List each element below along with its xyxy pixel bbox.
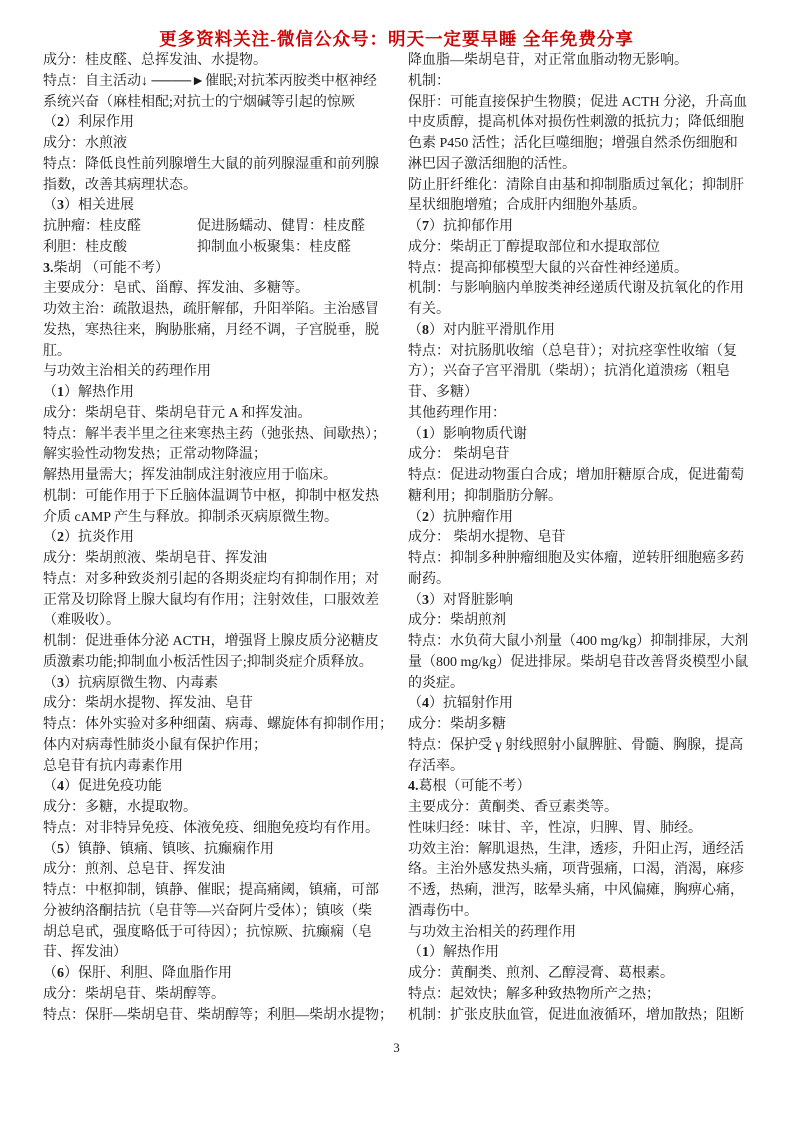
text-line: 成分：柴胡煎液、柴胡皂苷、挥发油 [43, 551, 267, 566]
text-line: 正常及切除肾上腺大鼠均有作用；注射效佳，口服效差 [43, 592, 379, 608]
text-line: 胡总皂甙，强度略低于可待因）；抗惊厥、抗癫痫（皂 [43, 924, 372, 940]
text-line: （1）解热作用 [408, 945, 499, 961]
text-line: 指数，改善其病理状态。 [43, 177, 197, 193]
page-number: 3 [393, 1040, 400, 1055]
text-line: 其他药理作用： [408, 405, 506, 421]
text-line: （2）抗炎作用 [43, 530, 134, 546]
text-line: 耐药。 [408, 571, 450, 587]
text-line: 肛。 [43, 343, 71, 359]
right-column [408, 51, 764, 1026]
text-line: 不透，热痢，泄泻，眩晕头痛，中风偏瘫，胸痹心痛， [408, 883, 744, 898]
text-line: 有关。 [408, 302, 450, 317]
text-line: 解实验性动物发热；正常动物降温； [43, 447, 267, 463]
text-line: 特点：对抗肠肌收缩（总皂苷）；对抗痉挛性收缩（复 [408, 343, 737, 359]
text-line: 分被纳洛酮拮抗（皂苷等—兴奋阿片受体）；镇咳（柴 [43, 903, 372, 919]
text-line: （2）利尿作用 [43, 115, 134, 131]
text-line: 介质 cAMP 产生与释放。抑制杀灭病原微生物。 [43, 509, 339, 525]
text-line: 特点：中枢抑制，镇静、催眠；提高痛阈，镇痛，可部 [43, 883, 379, 898]
text-line: 星状细胞增殖；合成肝内细胞外基质。 [408, 198, 646, 214]
text-line: 机制：与影响脑内单胺类神经递质代谢及抗氧化的作用 [408, 281, 744, 297]
text-line: （3）抗病原微生物、内毒素 [43, 675, 218, 691]
text-line: （5）镇静、镇痛、镇咳、抗癫痫作用 [43, 841, 274, 857]
text-line: 特点：对多种致炎剂引起的各期炎症均有抑制作用；对 [43, 571, 379, 587]
text-line: （3）对肾脏影响 [408, 592, 513, 608]
text-line: 苷、多糖） [408, 385, 478, 400]
text-line: 系统兴奋（麻桂相配;对抗士的宁烟碱等引起的惊厥 [43, 94, 355, 110]
text-line: 主要成分：黄酮类、香豆素类等。 [408, 800, 618, 815]
text-line: 络。主治外感发热头痛，项背强痛，口渴，消渴，麻疹 [408, 862, 744, 878]
text-line: 特点：解半表半里之往来寒热主药（弛张热、间歇热）； [43, 426, 386, 442]
text-line: 机制：可能作用于下丘脑体温调节中枢，抑制中枢发热 [43, 488, 379, 504]
text-line: 成分：桂皮醛、总挥发油、水提物。 [43, 53, 267, 68]
text-line: 成分：多糖，水提取物。 [43, 800, 197, 815]
text-line: 特点：促进动物蛋白合成；增加肝糖原合成，促进葡萄 [408, 468, 744, 483]
text-line: 成分：柴胡正丁醇提取部位和水提取部位 [408, 239, 660, 255]
text-line: 酒毒伤中。 [408, 903, 478, 919]
text-line: 成分：黄酮类、煎剂、乙醇浸膏、葛根素。 [408, 966, 674, 981]
text-line: 淋巴因子激活细胞的活性。 [408, 156, 576, 172]
text-line: 发热，寒热往来，胸胁胀痛，月经不调，子宫脱垂，脱 [43, 322, 379, 338]
text-line: 质激素功能;抑制血小板活性因子;抑制炎症介质释放。 [43, 654, 373, 670]
text-line: 成分：煎剂、总皂苷、挥发油 [43, 862, 225, 878]
text-line: （8）对内脏平滑肌作用 [408, 322, 555, 338]
text-line: 体内对病毒性肺炎小鼠有保护作用； [43, 737, 267, 753]
text-line: 特点：抑制多种肿瘤细胞及实体瘤，逆转肝细胞癌多药 [408, 551, 744, 566]
text-line: 与功效主治相关的药理作用 [43, 364, 211, 380]
text-line: （7）抗抑郁作用 [408, 219, 513, 234]
text-line: 成分：柴胡多糖 [408, 717, 506, 732]
text-line: 机制： [408, 73, 450, 89]
text-line: 解热用量需大；挥发油制成注射液应用于临床。 [43, 468, 337, 483]
text-line: 抗肿瘤：桂皮醛 促进肠蠕动、健胃：桂皮醛 [43, 219, 365, 234]
text-line: （4）促进免疫功能 [43, 779, 162, 795]
text-line: 主要成分：皂甙、甾醇、挥发油、多糖等。 [43, 281, 309, 297]
text-line: 中皮质醇，提高机体对损伤性刺激的抵抗力；降低细胞 [408, 115, 744, 131]
text-line: （3）相关进展 [43, 198, 134, 214]
text-line: 特点：提高抑郁模型大鼠的兴奋性神经递质。 [408, 260, 688, 276]
text-line: 防止肝纤维化：清除自由基和抑制脂质过氧化；抑制肝 [408, 177, 744, 193]
text-line: （1）解热作用 [43, 385, 134, 400]
text-line: （2）抗肿瘤作用 [408, 509, 513, 525]
text-line: 成分：水煎液 [43, 136, 127, 151]
text-line: 功效主治：解肌退热，生津，透疹，升阳止泻，通经活 [408, 841, 744, 857]
text-line: 3.柴胡 （可能不考） [43, 260, 169, 276]
left-column [43, 51, 399, 1026]
text-line: 与功效主治相关的药理作用 [408, 924, 576, 940]
text-line: 性味归经：味甘、辛，性凉，归脾、胃、肺经。 [408, 820, 702, 836]
text-line: 利胆：桂皮酸 抑制血小板聚集：桂皮醛 [43, 239, 351, 255]
text-line: 总皂苷有抗内毒素作用 [43, 758, 183, 774]
text-line: 量（800 mg/kg）促进排尿。柴胡皂苷改善肾炎模型小鼠 [408, 654, 749, 670]
text-line: （4）抗辐射作用 [408, 696, 513, 712]
text-line: （难吸收）。 [43, 613, 120, 629]
text-line: 机制：扩张皮肤血管，促进血液循环，增加散热；阻断 [408, 1007, 744, 1023]
text-line: 4.葛根（可能不考） [408, 779, 531, 795]
text-line: （6）保肝、利胆、降血脂作用 [43, 966, 232, 981]
text-line: 成分：柴胡煎剂 [408, 613, 506, 629]
text-line: 特点：起效快；解多种致热物所产之热； [408, 986, 660, 1002]
text-line: 糖利用；抑制脂肪分解。 [408, 488, 562, 504]
text-line: 苷、挥发油） [43, 945, 127, 961]
text-line: 成分：柴胡水提物、挥发油、皂苷 [43, 696, 253, 712]
text-line: 色素 P450 活性；活化巨噬细胞；增强自然杀伤细胞和 [408, 136, 738, 151]
text-line: 成分：柴胡皂苷、柴胡皂苷元 A 和挥发油。 [43, 405, 312, 421]
text-line: 成分： 柴胡水提物、皂苷 [408, 530, 566, 546]
text-line: 功效主治：疏散退热，疏肝解郁，升阳举陷。主治感冒 [43, 302, 379, 317]
text-line: 成分： 柴胡皂苷 [408, 447, 510, 463]
text-line: 降血脂—柴胡皂苷，对正常血脂动物无影响。 [408, 53, 688, 68]
text-line: 特点：水负荷大鼠小剂量（400 mg/kg）抑制排尿，大剂 [408, 634, 749, 649]
text-line: 特点：降低良性前列腺增生大鼠的前列腺湿重和前列腺 [43, 156, 379, 172]
text-line: （1）影响物质代谢 [408, 426, 527, 442]
text-line: 方）；兴奋子宫平滑肌（柴胡）；抗消化道溃疡（粗皂 [408, 364, 730, 380]
text-line: 特点：体外实验对多种细菌、病毒、螺旋体有抑制作用； [43, 717, 393, 732]
text-line: 特点：对非特异免疫、体液免疫、细胞免疫均有作用。 [43, 820, 379, 836]
text-line: 存活率。 [408, 758, 464, 774]
text-line: 特点：自主活动↓ ────►催眠;对抗苯丙胺类中枢神经 [43, 73, 377, 89]
text-line: 特点：保肝—柴胡皂苷、柴胡醇等；利胆—柴胡水提物； [43, 1007, 393, 1023]
text-line: 的炎症。 [408, 675, 464, 691]
text-line: 成分：柴胡皂苷、柴胡醇等。 [43, 986, 225, 1002]
text-line: 特点：保护受 γ 射线照射小鼠脾脏、骨髓、胸腺，提高 [408, 737, 744, 753]
page-header: 更多资料关注-微信公众号：明天一定要早睡 全年免费分享 [159, 29, 634, 49]
text-line: 机制：促进垂体分泌 ACTH，增强肾上腺皮质分泌糖皮 [43, 634, 379, 649]
text-line: 保肝：可能直接保护生物膜；促进 ACTH 分泌，升高血 [408, 94, 748, 110]
